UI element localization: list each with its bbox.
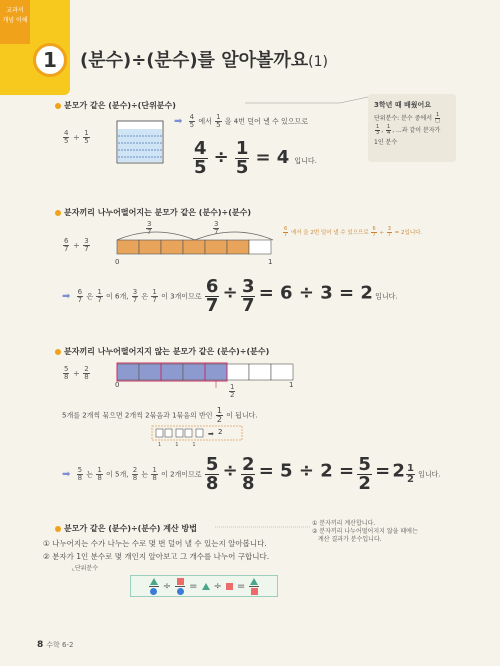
s3-result-mid: = 5 ÷ 2 = xyxy=(258,460,355,482)
section1-explain xyxy=(174,114,308,129)
note-box xyxy=(368,94,456,162)
s3-e-b-num: 2 xyxy=(132,466,138,474)
s2-op: ÷ xyxy=(73,241,80,250)
footer-text: 수학 6-2 xyxy=(46,641,74,649)
s2-e-u-den: 7 xyxy=(97,296,102,304)
circle-icon xyxy=(177,588,184,595)
s2-line-d: 이 3개이므로 xyxy=(161,292,202,301)
note-title: 3학년 때 배웠어요 xyxy=(374,101,432,109)
s2-side-note: $\frac{6}{7}$ 에서 을 2번 덜어 낼 수 있으므로 $\frac{6}{7}$ ÷ $\frac{3}{7}$ = 2입니다. xyxy=(284,226,423,238)
s3-e-a-num: 5 xyxy=(77,466,83,474)
s2-sn-c-num: 3 xyxy=(387,226,391,232)
note-f1-den: 3 xyxy=(376,130,380,136)
s1-explain-mid: 을 4번 덜어 낼 수 있으므로 xyxy=(224,117,308,126)
square-icon xyxy=(177,578,184,585)
s2-e-b-den: 7 xyxy=(132,296,138,304)
triangle-icon xyxy=(202,583,210,590)
arrow-icon: ➡ xyxy=(62,290,71,302)
badge-line1: 교과서 xyxy=(6,7,24,14)
s3-gl-0: 1 xyxy=(158,442,162,448)
s1-e-a-num: 4 xyxy=(189,113,195,121)
s3-e-b-den: 8 xyxy=(132,474,138,482)
arrow-icon: ➡ xyxy=(174,115,183,127)
s3-rh-den: 2 xyxy=(406,474,414,485)
s3-line-b: 이 5개, xyxy=(106,470,129,479)
s3-e-u2-den: 8 xyxy=(152,474,157,482)
svg-text:➡: ➡ xyxy=(208,430,214,438)
section1-heading xyxy=(55,100,176,111)
bullet-icon xyxy=(55,349,61,355)
s2-result: = 6 ÷ 3 = 2 xyxy=(258,282,373,304)
beaker-illustration xyxy=(115,115,167,167)
s3-b-num: 2 xyxy=(84,365,89,373)
note-f1-num: 1 xyxy=(376,124,380,130)
s1-op: ÷ xyxy=(73,133,80,142)
s2-e-a-num: 6 xyxy=(77,288,83,296)
s3-sentence-end: 이 됩니다. xyxy=(226,411,258,420)
s3-e-u-num: 1 xyxy=(97,466,102,474)
s2-axis-0: 0 xyxy=(115,258,120,266)
circle-icon xyxy=(150,588,157,595)
triangle-icon xyxy=(250,578,258,585)
section3-sentence xyxy=(62,407,258,424)
s2-r-op: ÷ xyxy=(222,282,238,304)
method-step-2: ② 분자가 1인 분수로 몇 개인지 알아보고 그 개수를 나누어 구합니다. xyxy=(43,552,270,561)
s1-b-num: 1 xyxy=(84,129,89,137)
s2-line-b: 이 6개, xyxy=(106,292,129,301)
s2-arc2-den: 7 xyxy=(214,228,219,236)
note-connector xyxy=(245,95,370,105)
s3-gl-1: 1 xyxy=(175,442,179,448)
s2-a-den: 7 xyxy=(64,245,69,253)
s2-side-note-end: 입니다. xyxy=(404,230,423,236)
s2-e-a-den: 7 xyxy=(77,296,83,304)
s2-a-num: 6 xyxy=(64,237,69,245)
page-footer xyxy=(37,640,73,650)
s2-axis-1: 1 xyxy=(268,258,273,266)
s2-r-a-den: 7 xyxy=(205,295,219,316)
s1-result-suffix: 입니다. xyxy=(294,157,317,165)
s3-rh-num: 1 xyxy=(406,463,414,474)
section-number: 1 xyxy=(33,43,67,77)
method-side-notes xyxy=(312,520,418,544)
s1-r-op: ÷ xyxy=(213,147,229,168)
s3-b-den: 8 xyxy=(84,373,89,381)
s3-a-den: 8 xyxy=(64,373,69,381)
s3-sentence-text: 5개를 2개씩 묶으면 2개씩 2묶음과 1묶음의 반인 xyxy=(62,411,213,420)
s1-b-den: 5 xyxy=(84,137,89,145)
section2-heading xyxy=(55,207,251,218)
section3-heading xyxy=(55,346,269,357)
s2-e-u2-den: 7 xyxy=(152,296,157,304)
s1-r-b-den: 5 xyxy=(235,157,249,178)
s3-r-b-num: 2 xyxy=(241,454,255,475)
note-line2: $\frac{1}{3}$ , $\frac{1}{4}$ , ...과 같이 분자가 xyxy=(376,124,441,136)
note-line1-text: 단위분수: 분수 중에서 xyxy=(374,115,433,122)
s3-result-whole: 2 xyxy=(392,460,405,482)
section1-result xyxy=(192,140,317,177)
s2-arc-label-1 xyxy=(146,221,152,236)
s3-result-suffix: 입니다. xyxy=(418,470,441,479)
s2-arc2-num: 3 xyxy=(214,220,219,228)
method-list xyxy=(43,537,269,563)
note-line2-suffix: ...과 같이 분자가 xyxy=(396,127,441,134)
s2-arc1-den: 7 xyxy=(147,228,152,236)
s3-line-c: 는 xyxy=(141,470,149,479)
textbook-badge xyxy=(0,0,30,44)
bullet-icon xyxy=(55,103,61,109)
s3-gl-2: 1 xyxy=(192,442,196,448)
s3-e-u-den: 8 xyxy=(97,474,102,482)
section2-explain xyxy=(62,278,398,315)
method-connector xyxy=(215,522,313,532)
s1-r-b-num: 1 xyxy=(235,138,249,159)
s2-r-b-den: 7 xyxy=(241,295,255,316)
s1-a-den: 5 xyxy=(64,137,69,145)
section3-heading-text: 분자끼리 나누어떨어지지 않는 분모가 같은 (분수)÷(분수) xyxy=(64,347,270,356)
section2-expr xyxy=(62,238,91,253)
s2-sn-b-den: 7 xyxy=(372,232,376,238)
s3-half-num: 1 xyxy=(230,383,235,391)
side-note-1: ① 분자끼리 계산합니다. xyxy=(312,520,376,527)
s2-arc1-num: 3 xyxy=(147,220,152,228)
s2-r-a-num: 6 xyxy=(205,276,219,297)
s3-r-b-den: 8 xyxy=(241,473,255,494)
s2-r-b-num: 3 xyxy=(241,276,255,297)
s3-half-den: 2 xyxy=(230,391,235,399)
s2-sn-a-den: 7 xyxy=(284,232,288,238)
arrow-icon: ➡ xyxy=(62,468,71,480)
s2-arc-label-2 xyxy=(213,221,219,236)
s2-sn-c-den: 7 xyxy=(387,232,391,238)
section4-heading-text: 분모가 같은 (분수)÷(분수) 계산 방법 xyxy=(64,524,197,533)
section2-bar-diagram xyxy=(115,222,280,270)
s1-result: = 4 xyxy=(255,147,290,168)
s3-r-a-den: 8 xyxy=(205,473,219,494)
s2-e-u-num: 1 xyxy=(97,288,102,296)
section2-heading-text: 분자끼리 나누어떨어지는 분모가 같은 (분수)÷(분수) xyxy=(64,208,252,217)
title-suffix: (1) xyxy=(308,54,328,70)
badge-line2: 개념 이해 xyxy=(2,17,28,24)
s3-e-u2-num: 1 xyxy=(152,466,157,474)
note-f2-den: 4 xyxy=(387,130,391,136)
s3-axis-0: 0 xyxy=(115,381,120,389)
s2-sn-b-num: 6 xyxy=(372,226,376,232)
note-f2-num: 1 xyxy=(387,124,391,130)
section3-expr xyxy=(62,366,91,381)
s1-explain-prefix: 에서 xyxy=(198,117,212,126)
section4-heading xyxy=(55,523,197,534)
page-number: 8 xyxy=(37,640,44,650)
s3-r-r-num: 5 xyxy=(358,454,371,475)
side-note-3: 계산 결과가 분수입니다. xyxy=(318,536,382,543)
section1-heading-text: 분모가 같은 (분수)÷(단위분수) xyxy=(64,101,176,110)
method-step-1: ① 나누어지는 수가 나누는 수로 몇 번 덜어 낼 수 있는지 알아봅니다. xyxy=(43,539,267,548)
page-title xyxy=(80,46,328,72)
side-note-2: ② 분자끼리 나누어떨어지지 않을 때에는 xyxy=(312,528,418,535)
s3-group-result: 2 xyxy=(218,428,223,436)
s3-group-labels xyxy=(158,442,196,448)
section1-expr xyxy=(62,130,91,145)
square-icon xyxy=(251,588,258,595)
note-line1-frac-den: □ xyxy=(435,118,440,124)
section3-bar-diagram xyxy=(115,362,295,402)
bullet-icon xyxy=(55,526,61,532)
s2-sn-a-num: 6 xyxy=(284,226,288,232)
unit-label-text: 단위분수 xyxy=(74,565,98,572)
s1-e-a-den: 5 xyxy=(189,121,195,129)
formula-box: ÷ = ÷ = xyxy=(130,575,278,597)
s1-e-b-den: 5 xyxy=(216,121,221,129)
square-icon xyxy=(226,583,233,590)
formula-frac-2 xyxy=(175,578,185,595)
s2-b-num: 3 xyxy=(84,237,89,245)
s3-r-op: ÷ xyxy=(222,460,238,482)
s3-line-a: 는 xyxy=(86,470,94,479)
s3-line-d: 이 2개이므로 xyxy=(161,470,202,479)
bullet-icon xyxy=(55,210,61,216)
s1-a-num: 4 xyxy=(64,129,69,137)
formula-frac-1 xyxy=(149,578,159,595)
s1-e-b-num: 1 xyxy=(216,113,221,121)
s3-r-a-num: 5 xyxy=(205,454,219,475)
triangle-icon xyxy=(150,578,158,585)
s3-op: ÷ xyxy=(73,369,80,378)
note-line1-frac-num: 1 xyxy=(435,112,440,118)
title-text: (분수)÷(분수)를 알아볼까요 xyxy=(80,50,309,71)
formula-frac-3 xyxy=(249,578,259,595)
s2-line-c: 은 xyxy=(141,292,149,301)
s3-r-r-den: 2 xyxy=(358,473,371,494)
s1-r-a-num: 4 xyxy=(194,138,207,159)
s1-r-a-den: 5 xyxy=(194,157,207,178)
s3-e-a-den: 8 xyxy=(77,474,83,482)
s2-e-u2-num: 1 xyxy=(152,288,157,296)
s3-a-num: 5 xyxy=(64,365,69,373)
s3-axis-1: 1 xyxy=(289,381,294,389)
s2-side-note-text: 에서 을 2번 덜어 낼 수 있으므로 xyxy=(290,230,369,236)
section3-explain: ➡ $\frac{5}{8}$ 는 $\frac{1}{8}$ 이 5개, $\frac{2}{8}$ 는 $\frac{1}{8}$ 이 2개이므로 $\frac{5}{8}$ ÷ $\frac{2}{8}$ = 5 ÷ 2 = $\frac{5}{2}$ = 2 $\frac{1}{2}$ 입니다. xyxy=(62,454,441,494)
note-line3: 1인 분수 xyxy=(374,139,398,146)
s3-sent-half-num: 1 xyxy=(216,406,222,415)
s2-e-b-num: 3 xyxy=(132,288,138,296)
s3-sent-half-den: 2 xyxy=(216,415,222,424)
s2-b-den: 7 xyxy=(84,245,89,253)
s2-result-suffix: 입니다. xyxy=(375,292,398,301)
unit-label: ⌞단위분수 xyxy=(72,565,98,572)
note-line1 xyxy=(374,113,450,125)
s2-line-a: 은 xyxy=(86,292,94,301)
s3-half-label xyxy=(229,384,235,399)
